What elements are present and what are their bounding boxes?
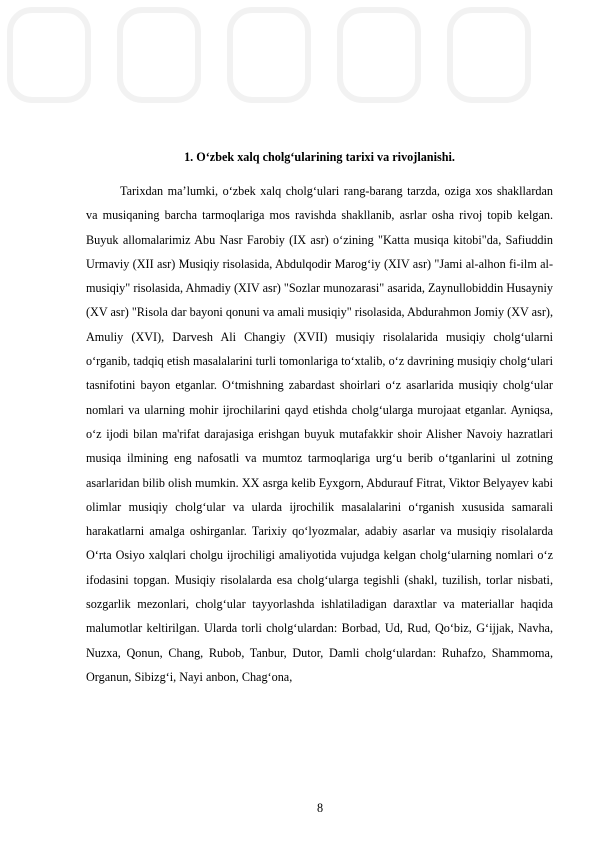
body-paragraph: Tarixdan ma’lumki, o‘zbek xalq cholg‘ulari rang-barang tarzda, oziga xos shakllardan va musiqaning barcha tarmoqlariga mos ravishda shakllanib, asrlar osha rivoj topib kelgan. Buyuk allomalarimiz Abu Nasr Farobiy (IX asr) o‘zining "Katta musiqa kitobi"da, Safiuddin Urmaviy (XII asr) Musiqiy risolasida, Abdulqodir Marog‘iy (XIV asr) "Jami al-alhon fi-ilm al-musiqiy" risolasida, Ahmadiy (XIV asr) "Sozlar munozarasi" asarida, Zaynullobiddin Husayniy (XV asr) "Risola dar bayoni qonuni va amali musiqiy" risolasida, Abdurahmon Jomiy (XV asr), Amuliy (XVI), Darvesh Ali Changiy (XVII) musiqiy risolalarida musiqiy cholg‘ularni o‘rganib, tadqiq etish masalalarini turli tomonlariga to‘xtalib, o‘z davrining musiqiy cholg‘ulari tasnifotini bayon etganlar. O‘tmishning zabardast shoirlari o‘z asarlarida musiqiy cholg‘ular nomlari va ularning mohir ijrochilarini qayd etishda cholg‘ularga murojaat etganlar. Ayniqsa, o‘z ijodi bilan ma'rifat darajasiga erishgan buyuk mutafakkir shoir Alisher Navoiy hazratlari musiqa ilmining eng nafosatli va mumtoz tarmoqlariga urg‘u berib o‘tganlarini ul zotning asarlaridan bilib olish mumkin. XX asrga kelib Eyxgorn, Abdurauf Fitrat, Viktor Belyayev kabi olimlar musiqiy cholg‘ular va ularda ijrochilik masalalarini o‘rganish xususida samarali harakatlarni amalga oshirganlar. Tarixiy qo‘lyozmalar, adabiy asarlar va musiqiy risolalarda O‘rta Osiyo xalqlari cholgu ijrochiligi amaliyotida vujudga kelgan cholg‘ularning nomlari o‘z ifodasini topgan. Musiqiy risolalarda esa cholg‘ularga tegishli (shakl, tuzilish, torlar nisbati, sozgarlik mezonlari, cholg‘ular tayyorlashda ishlatiladigan daraxtlar va materiallar haqida malumotlar keltirilgan. Ularda torli cholg‘ulardan: Borbad, Ud, Rud, Qo‘biz, G‘ijjak, Navha, Nuzxa, Qonun, Chang, Rubob, Tanbur, Dutor, Damli cholg‘ulardan: Ruhafzo, Shammoma, Organun, Sibizg‘i, Nayi anbon, Chag‘ona, — [86, 184, 553, 684]
page-number: 8 — [316, 801, 324, 815]
section-heading: 1. O‘zbek xalq cholg‘ularining tarixi va rivojlanishi. — [184, 150, 455, 164]
faint-watermark — [0, 0, 595, 120]
